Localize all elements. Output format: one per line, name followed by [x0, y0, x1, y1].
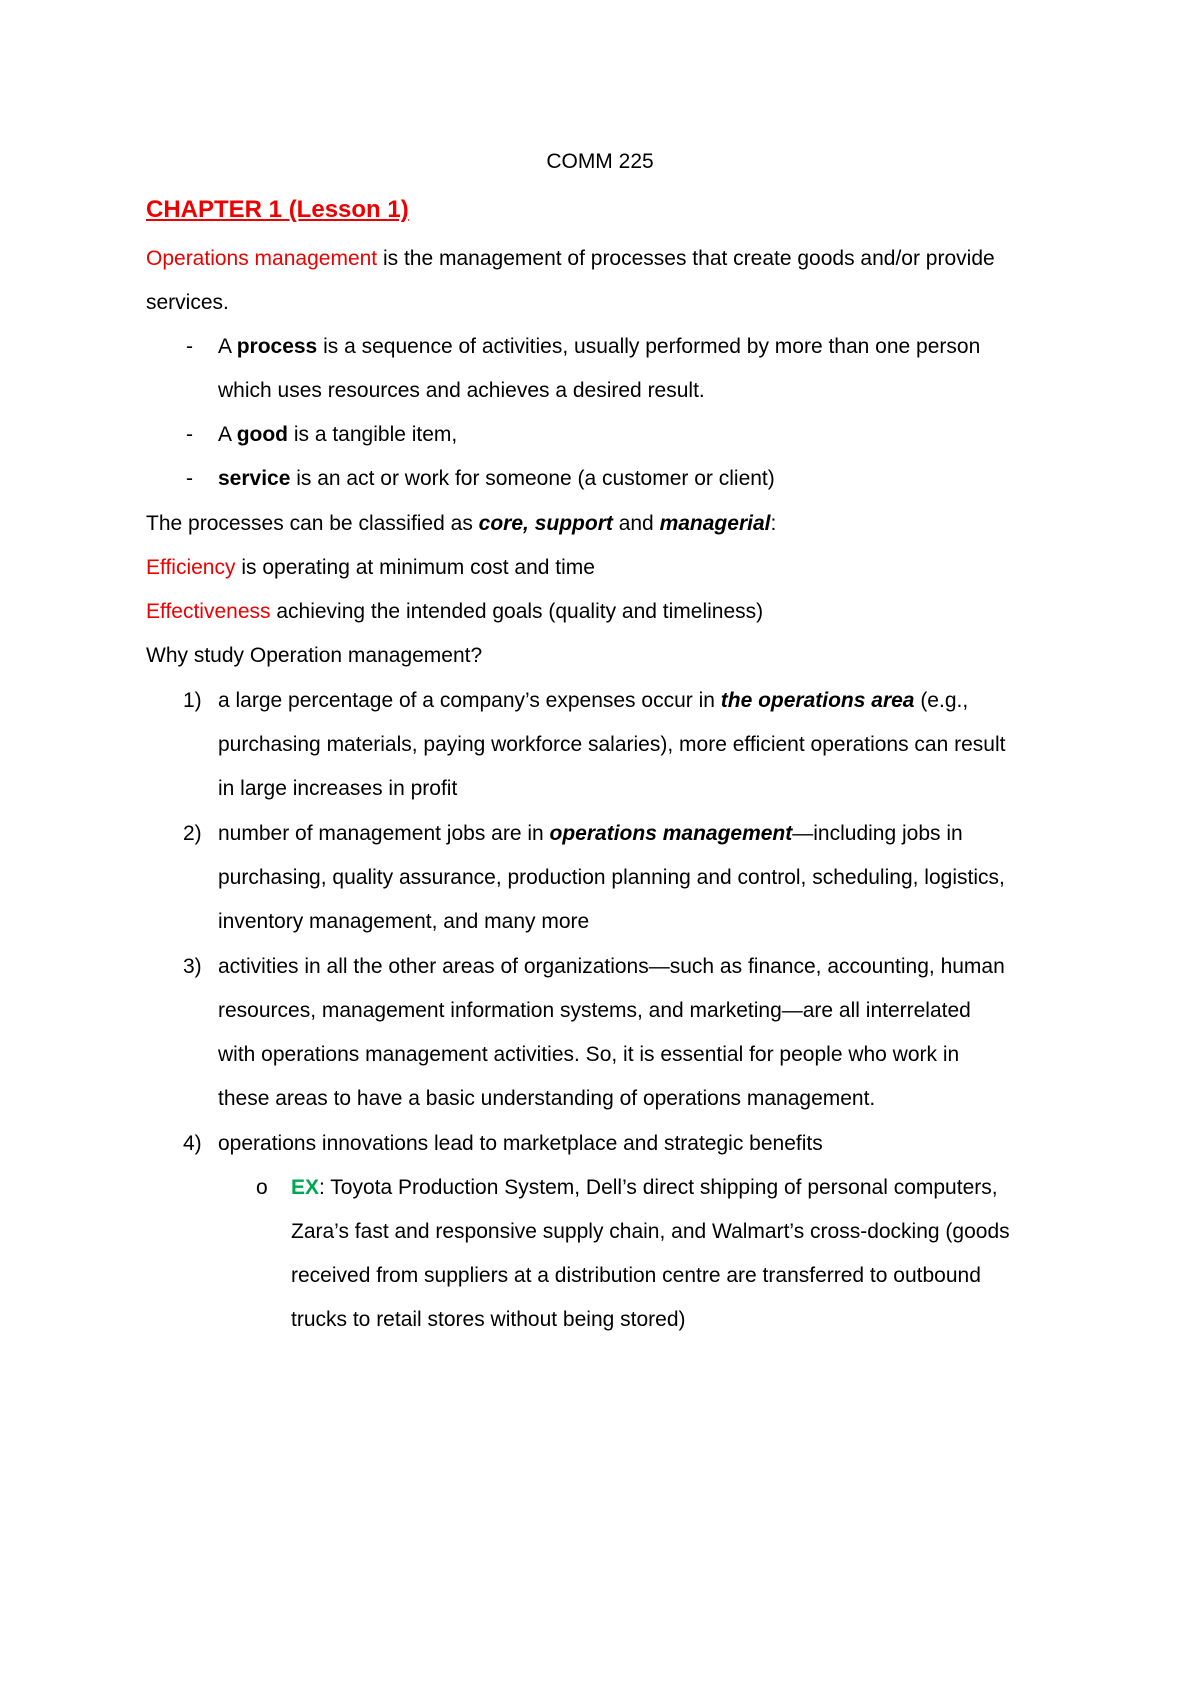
process-definition-line-2: which uses resources and achieves a desired result. [218, 379, 705, 402]
bullet-marker: - [186, 467, 193, 490]
list-number: 4) [183, 1132, 202, 1155]
reason-3-line-1: activities in all the other areas of organizations—such as finance, accounting, human [218, 955, 1005, 978]
sub-bullet-marker: o [256, 1176, 268, 1199]
bullet-marker: - [186, 423, 193, 446]
good-term: good [236, 423, 288, 446]
list-number: 3) [183, 955, 202, 978]
reason-2-line-2: purchasing, quality assurance, production planning and control, scheduling, logistics, [218, 866, 1005, 889]
reason-1-line-1: a large percentage of a company’s expenses occur in the operations area (e.g., [218, 689, 969, 712]
effectiveness-term: Effectiveness [146, 600, 271, 623]
example-line-3: received from suppliers at a distribution centre are transferred to outbound [291, 1264, 981, 1287]
effectiveness-definition: Effectiveness achieving the intended goals (quality and timeliness) [146, 600, 764, 623]
why-study-heading: Why study Operation management? [146, 644, 483, 667]
example-label: EX [291, 1176, 320, 1199]
reason-3-line-2: resources, management information systems, and marketing—are all interrelated [218, 999, 971, 1022]
good-definition: A good is a tangible item, [218, 423, 458, 446]
reason-3-line-4: these areas to have a basic understanding of operations management. [218, 1087, 876, 1110]
example-line-2: Zara’s fast and responsive supply chain, and Walmart’s cross-docking (goods [291, 1220, 1010, 1243]
service-term: service [218, 467, 291, 490]
course-title: COMM 225 [546, 150, 654, 173]
list-number: 2) [183, 822, 202, 845]
example-line-4: trucks to retail stores without being stored) [291, 1308, 686, 1331]
reason-1-line-2: purchasing materials, paying workforce salaries), more efficient operations can result [218, 733, 1006, 756]
reason-4-line-1: operations innovations lead to marketplace and strategic benefits [218, 1132, 823, 1155]
reason-2-line-3: inventory management, and many more [218, 910, 590, 933]
efficiency-definition: Efficiency is operating at minimum cost and time [146, 556, 595, 579]
reason-1-line-3: in large increases in profit [218, 777, 458, 800]
process-term: process [236, 335, 318, 358]
reason-3-line-3: with operations management activities. So, it is essential for people who work in [218, 1043, 960, 1066]
intro-term: Operations management [146, 247, 378, 270]
process-definition-line-1: A process is a sequence of activities, usually performed by more than one person [218, 335, 981, 358]
reason-2-line-1: number of management jobs are in operations management—including jobs in [218, 822, 963, 845]
service-definition: service is an act or work for someone (a customer or client) [218, 467, 775, 490]
intro-line-1: Operations management is the management of processes that create goods and/or provide [146, 247, 995, 270]
intro-line-2: services. [146, 291, 229, 314]
efficiency-term: Efficiency [146, 556, 236, 579]
example-line-1: EX: Toyota Production System, Dell’s direct shipping of personal computers, [291, 1176, 998, 1199]
list-number: 1) [183, 689, 202, 712]
bullet-marker: - [186, 335, 193, 358]
process-classification: The processes can be classified as core, support and managerial: [146, 512, 777, 535]
chapter-heading: CHAPTER 1 (Lesson 1) [146, 196, 409, 223]
